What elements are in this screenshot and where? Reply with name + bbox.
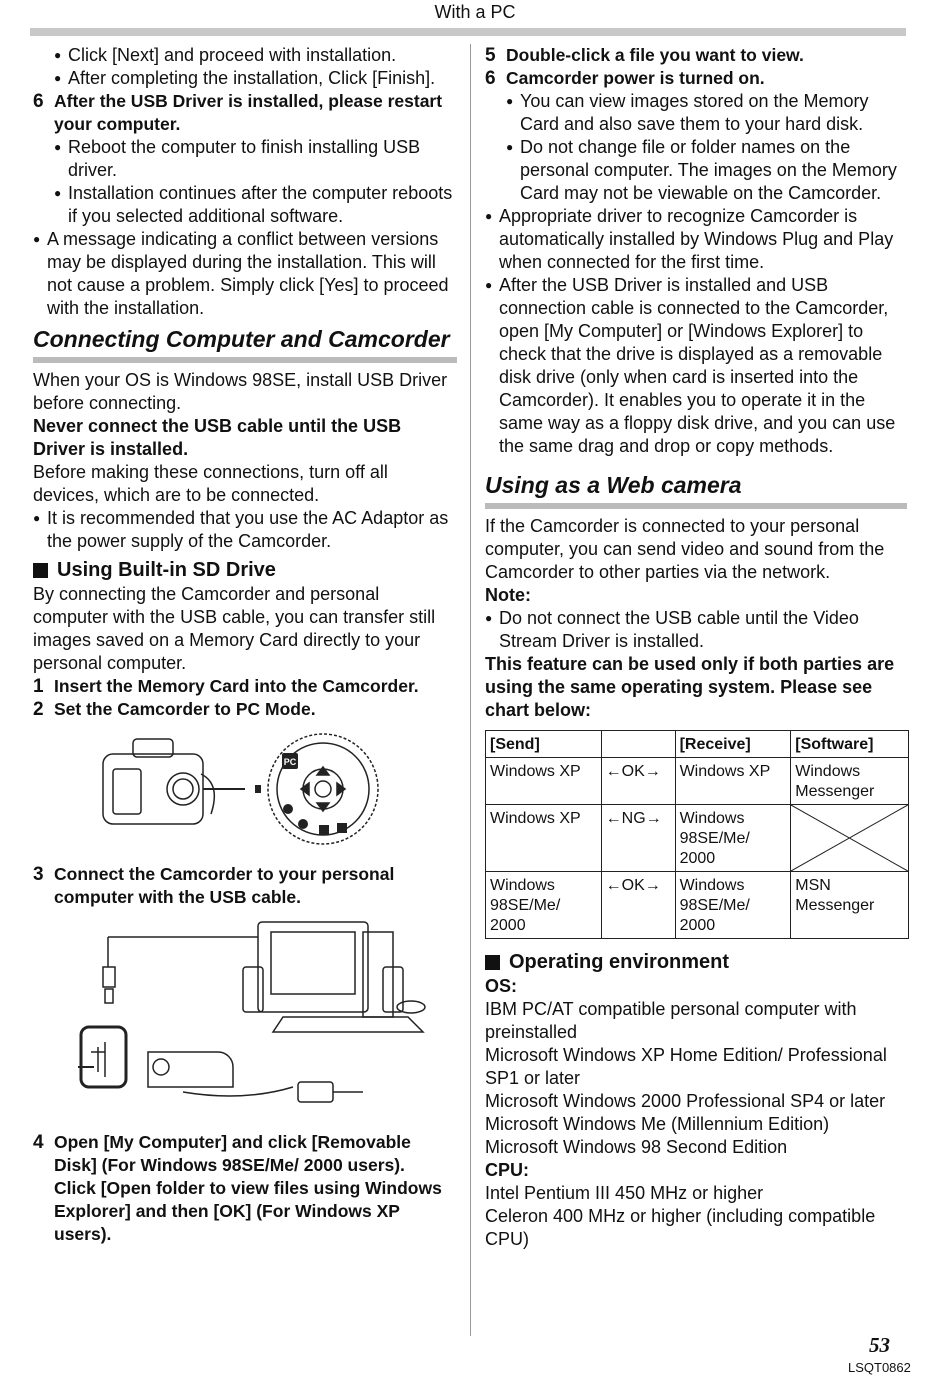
bullet-finish: ● After completing the installation, Click [Finish]. <box>54 67 457 90</box>
camcorder-mode-dial-illustration <box>33 729 457 849</box>
warning-never-connect: Never connect the USB cable until the USB Driver is installed. <box>33 416 402 459</box>
paragraph-sd-drive: By connecting the Camcorder and personal computer with the USB cable, you can transfer still images saved on a Memory Card directly to your personal computer. <box>33 584 436 673</box>
table-cell: Windows XP <box>675 758 791 805</box>
bullet-next: ● Click [Next] and proceed with installation. <box>54 44 457 67</box>
step-text-a: Open [My Computer] and click [Removable Disk] (For Windows 98SE/Me/ 2000 users). <box>54 1132 411 1175</box>
step-number: 4 <box>33 1132 44 1153</box>
note-label: Note: <box>485 585 531 605</box>
step-number: 6 <box>485 68 496 89</box>
subsection-operating-environment <box>485 949 907 975</box>
os-line: Microsoft Windows 98 Second Edition <box>485 1137 788 1157</box>
os-line: Microsoft Windows Me (Millennium Edition) <box>485 1114 830 1134</box>
table-cell: ←NG→ <box>601 805 675 872</box>
step-number: 2 <box>33 699 44 720</box>
bullet-removable-disk: ● After the USB Driver is installed and USB connection cable is connected to the Camcorder, open [My Computer] or [Windows Explorer] to check that the drive is displayed as a removable disk drive (only when card is inserted into the Camcorder). It enables you to operate it in the same way as a floppy disk drive, and you can use the same drag and drop or copy methods. <box>485 274 907 458</box>
bullet-install-continues: ● Installation continues after the computer reboots if you selected additional software. <box>54 182 457 228</box>
bullet-plug-and-play: ● Appropriate driver to recognize Camcorder is automatically installed by Windows Plug and Play when connected for the first time. <box>485 205 907 274</box>
step-number: 1 <box>33 676 44 697</box>
table-header-cell <box>601 731 675 758</box>
table-row <box>486 872 909 939</box>
os-line: Microsoft Windows XP Home Edition/ Professional SP1 or later <box>485 1045 887 1088</box>
table-cell: MSN Messenger <box>791 872 909 939</box>
bullet-no-rename: ● Do not change file or folder names on the personal computer. The images on the Memory Card may not be viewable on the Camcorder. <box>506 136 907 205</box>
bullet-conflict-message: ● A message indicating a conflict between versions may be displayed during the installation. This will not cause a problem. Simply click [Yes] to proceed with the installation. <box>33 228 457 320</box>
table-cell-crossed <box>791 805 909 872</box>
section-title-connecting: Connecting Computer and Camcorder <box>33 326 450 352</box>
step-text: Double-click a file you want to view. <box>506 45 804 65</box>
cpu-label: CPU: <box>485 1160 529 1180</box>
step-text: After the USB Driver is installed, please restart your computer. <box>54 91 443 134</box>
table-cell: ←OK→ <box>601 872 675 939</box>
step-4 <box>33 1131 457 1246</box>
os-line: IBM PC/AT compatible personal computer with preinstalled <box>485 999 857 1042</box>
bullet-view-images: ● You can view images stored on the Memory Card and also save them to your hard disk. <box>506 90 907 136</box>
step-3 <box>33 863 457 909</box>
subsection-title: Operating environment <box>509 951 730 973</box>
header-rule <box>30 28 906 36</box>
figure-usb-connection <box>33 917 457 1123</box>
figure-camcorder-pc-mode <box>33 729 457 855</box>
step-text: Set the Camcorder to PC Mode. <box>54 699 316 719</box>
os-line: Microsoft Windows 2000 Professional SP4 or later <box>485 1091 886 1111</box>
table-cell: Windows 98SE/Me/ 2000 <box>486 872 602 939</box>
square-bullet-icon <box>485 955 500 970</box>
table-cell: Windows XP <box>486 805 602 872</box>
cross-out-icon <box>791 805 908 871</box>
step-number: 6 <box>33 91 44 112</box>
step-2 <box>33 698 457 721</box>
right-column <box>485 44 907 1251</box>
step-text: Insert the Memory Card into the Camcorder. <box>54 676 419 696</box>
paragraph-install-driver: When your OS is Windows 98SE, install USB Driver before connecting. <box>33 370 448 413</box>
table-cell: Windows XP <box>486 758 602 805</box>
pc-mode-label: PC <box>283 757 297 767</box>
step-5 <box>485 44 907 67</box>
table-cell: Windows Messenger <box>791 758 909 805</box>
subsection-title: Using Built-in SD Drive <box>57 559 276 581</box>
step-text: Camcorder power is turned on. <box>506 68 765 88</box>
step-6-restart <box>33 90 457 136</box>
paragraph-turn-off: Before making these connections, turn off all devices, which are to be connected. <box>33 462 388 505</box>
step-text-b: Click [Open folder to view files using Windows Explorer] and then [OK] (For Windows XP users). <box>54 1178 442 1244</box>
table-cell: ←OK→ <box>601 758 675 805</box>
table-cell: Windows 98SE/Me/ 2000 <box>675 872 791 939</box>
table-cell: Windows 98SE/Me/ 2000 <box>675 805 791 872</box>
table-header-row <box>486 731 909 758</box>
document-code: LSQT0862 <box>848 1360 911 1375</box>
os-label: OS: <box>485 976 518 996</box>
table-row <box>486 758 909 805</box>
step-1 <box>33 675 457 698</box>
section-rule <box>33 357 457 363</box>
bullet-video-stream-driver: ● Do not connect the USB cable until the Video Stream Driver is installed. <box>485 607 907 653</box>
column-divider <box>470 44 471 1336</box>
section-rule <box>485 503 907 509</box>
section-title-web-camera: Using as a Web camera <box>485 472 742 498</box>
paragraph-web-camera: If the Camcorder is connected to your personal computer, you can send video and sound from the Camcorder to other parties via the network. <box>485 516 885 582</box>
table-header-cell: [Receive] <box>675 731 791 758</box>
usb-connection-illustration <box>33 917 457 1117</box>
bullet-ac-adaptor: ● It is recommended that you use the AC Adaptor as the power supply of the Camcorder. <box>33 507 457 553</box>
step-text: Connect the Camcorder to your personal computer with the USB cable. <box>54 864 395 907</box>
bullet-reboot: ● Reboot the computer to finish installing USB driver. <box>54 136 457 182</box>
square-bullet-icon <box>33 563 48 578</box>
cpu-line: Intel Pentium III 450 MHz or higher <box>485 1183 764 1203</box>
cpu-line: Celeron 400 MHz or higher (including compatible CPU) <box>485 1206 876 1249</box>
table-row <box>486 805 909 872</box>
page-number: 53 <box>869 1333 890 1357</box>
step-6-power <box>485 67 907 90</box>
subsection-sd-drive <box>33 557 457 583</box>
paragraph-same-os: This feature can be used only if both parties are using the same operating system. Please see chart below: <box>485 654 895 720</box>
step-number: 5 <box>485 45 496 66</box>
table-header-cell: [Send] <box>486 731 602 758</box>
left-column <box>33 44 457 1246</box>
table-header-cell: [Software] <box>791 731 909 758</box>
page-header-title: With a PC <box>434 2 516 22</box>
step-number: 3 <box>33 864 44 885</box>
compatibility-table <box>485 730 909 939</box>
